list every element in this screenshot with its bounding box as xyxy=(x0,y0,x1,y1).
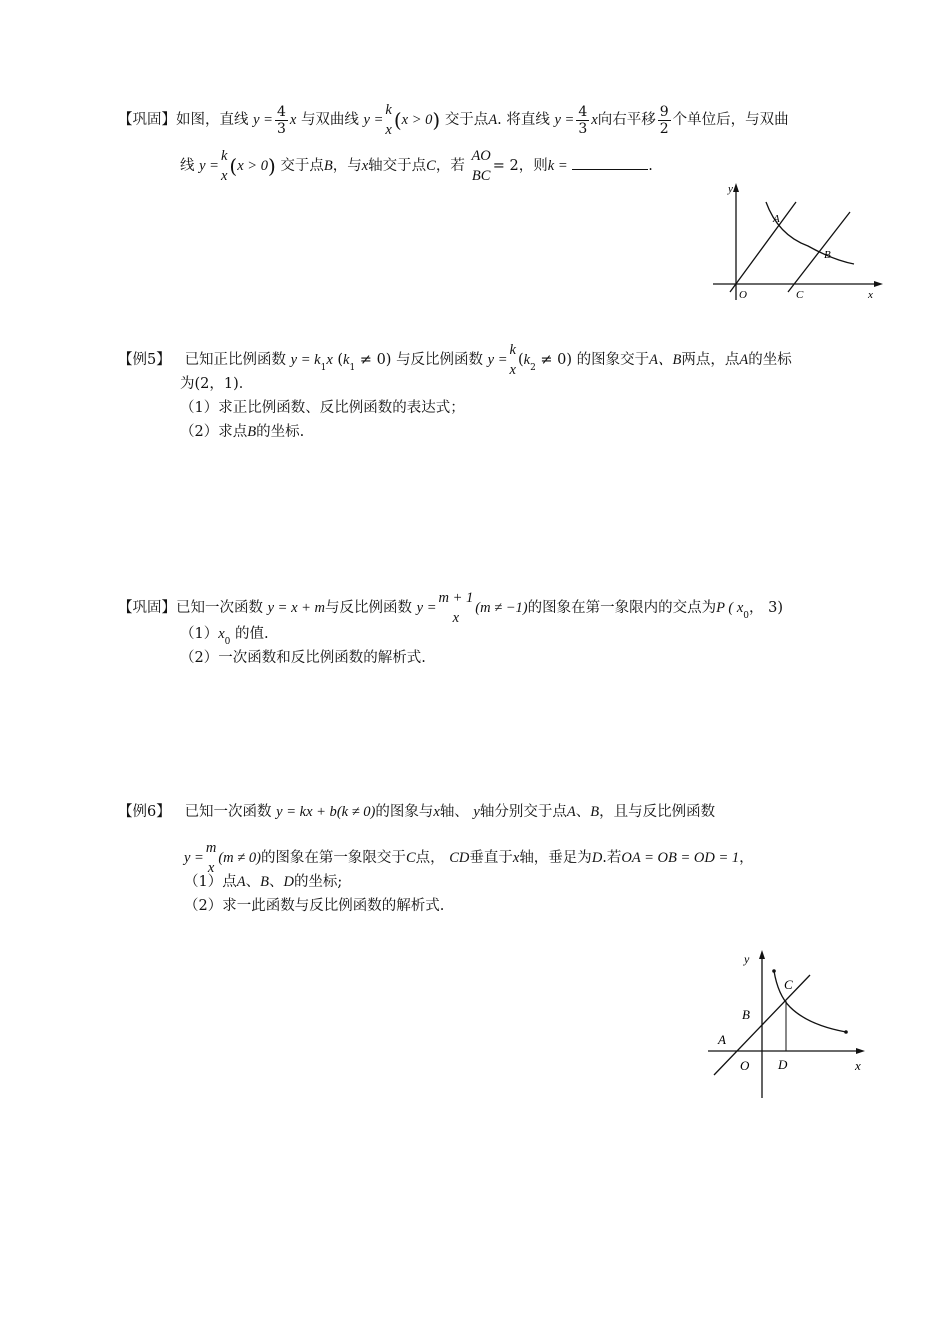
problem-tag: 【巩固】 xyxy=(118,112,176,128)
fraction-k-x-b: k x xyxy=(220,148,228,184)
problem-2-line-1: 【例5】 已知正比例函数 $y = k_1x$ $(k_1 \ne 0)$ 与反比例函数 y = k x $(k_2 \ne 0)$ 的图象交于A、B两点，点A的坐标 xyxy=(118,342,792,378)
fraction-9-2: $\frac{9}{2}$ xyxy=(659,103,669,137)
fraction-ao-bc: AO BC xyxy=(471,148,491,184)
curve-endpoint xyxy=(772,969,776,973)
fraction-4-3-b: $\frac{4}{3}$ xyxy=(578,103,588,137)
label-O: O xyxy=(740,1058,750,1073)
label-B: B xyxy=(824,249,831,261)
figure-2 xyxy=(700,945,875,1105)
problem-3-line-1: 【巩固】已知一次函数 y = x + m与反比例函数 y = m + 1 x (m ≠ −1)的图象在第一象限内的交点为P ( $x_0$， 3) xyxy=(118,590,783,626)
x-axis-arrow-icon xyxy=(874,281,883,287)
problem-2-question-2: （2）求点B的坐标. xyxy=(180,424,305,440)
problem-tag: 【巩固】 xyxy=(118,600,176,616)
problem-1-line-2: 线 y = k x (x > 0) 交于点B，与x轴交于点C，若 AO BC = 2，则k = . xyxy=(180,148,653,184)
label-O: O xyxy=(739,289,747,301)
curve-endpoint xyxy=(844,1030,848,1034)
hyperbola xyxy=(766,202,854,264)
y-axis-arrow-icon xyxy=(733,183,739,192)
x-axis-arrow-icon xyxy=(856,1048,865,1054)
problem-4-line-1: 【例6】 已知一次函数 y = kx + b(k ≠ 0)的图象与x轴、 y轴分别交于点A、B，且与反比例函数 xyxy=(118,804,716,820)
fraction-m1-x: m + 1 x xyxy=(438,590,474,626)
problem-2-question-1: （1）求正比例函数、反比例函数的表达式； xyxy=(180,400,465,416)
label-B: B xyxy=(742,1007,750,1022)
problem-2-line-2: 为(2，1)． xyxy=(180,376,254,392)
fraction-k2-x: k x xyxy=(509,342,516,378)
fraction-k-x: k x xyxy=(385,102,392,138)
label-A: A xyxy=(773,213,780,225)
answer-blank[interactable] xyxy=(572,155,648,170)
label-A: A xyxy=(718,1032,726,1047)
problem-1-line-1: 【巩固】如图，直线 y = $\frac{4}{3}$ x 与双曲线 y = k x (x > 0) 交于点A. 将直线 y = $\frac{4}{3}$ x向右平移 $\frac{9}{2}$ 个单位后，与双曲 xyxy=(118,102,789,138)
label-C: C xyxy=(796,289,804,301)
problem-tag: 【例5】 xyxy=(118,352,171,368)
fraction-m-x: m x xyxy=(205,840,217,876)
label-D: D xyxy=(778,1057,788,1072)
label-y: y xyxy=(744,952,750,966)
problem-3-question-2: （2）一次函数和反比例函数的解析式. xyxy=(180,650,426,666)
y-axis-arrow-icon xyxy=(759,950,765,959)
line-1 xyxy=(730,202,796,292)
label-x: x xyxy=(868,289,873,301)
problem-tag: 【例6】 xyxy=(118,804,171,820)
label-y: y xyxy=(728,183,733,195)
label-x: x xyxy=(855,1058,861,1073)
figure-1 xyxy=(708,180,888,305)
line-2 xyxy=(788,212,850,292)
problem-4-question-2: （2）求一此函数与反比例函数的解析式. xyxy=(184,898,445,914)
problem-3-question-1: $(1)x_0$ 的值. xyxy=(180,626,269,647)
fraction-4-3: $\frac{4}{3}$ xyxy=(276,103,286,137)
problem-4-line-2: y = m x (m ≠ 0)的图象在第一象限交于C点， CD垂直于x轴，垂足为D.若OA = OB = OD = 1， xyxy=(184,840,754,876)
label-C: C xyxy=(784,977,793,992)
problem-4-question-1: （1）点A、B、D的坐标; xyxy=(184,874,343,890)
